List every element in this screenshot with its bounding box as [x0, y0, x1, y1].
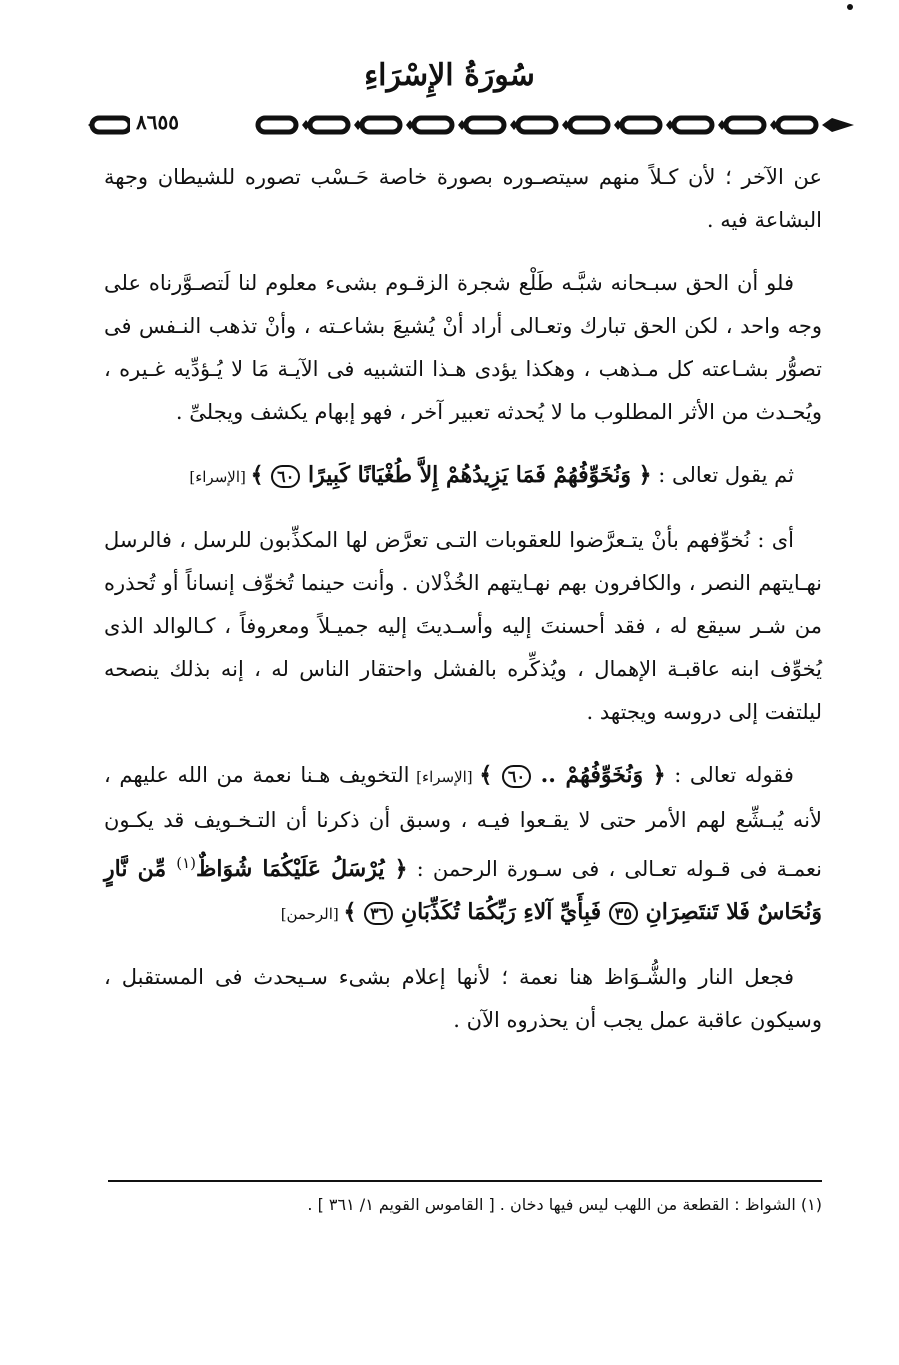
footnote: (١) الشواظ : القطعة من اللهب ليس فيها دخان . [ القاموس القويم ١/ ٣٦١ ] .: [307, 1195, 822, 1214]
body-text-run: عن الآخر ؛ لأن كـلاً منهم سيتصـوره بصورة خاصة حَـسْب تصوره للشيطان وجهة البشاعة فيه .: [104, 165, 822, 232]
commentary-text: [104, 156, 822, 1062]
footnote-divider: [108, 1180, 822, 1182]
verse-number: ٣٦: [364, 902, 393, 925]
body-text-run: التخويف هـنا نعمة من الله عليهم ، لأنه يُبـشِّع لهم الأمر حتى لا يقـعوا فيـه ، وسبق أن ذكرنا أن التـخـويف قد يكـون نعمـة فى قـوله تعـالى ، فى سـورة الرحمن :: [104, 763, 822, 881]
quran-verse: ﴿ وَنُخَوِّفُهُمْ فَمَا يَزِيدُهُمْ إِلاَّ طُغْيَانًا كَبِيرًا: [300, 462, 652, 488]
surah-title: سُورَةُ الإِسْرَاءِ: [364, 58, 535, 93]
body-text-run: ثم يقول تعالى :: [651, 463, 794, 487]
surah-reference: [الرحمن]: [280, 905, 344, 923]
quran-verse: ﴾: [250, 462, 272, 488]
quran-verse: مِّن نَّارٍ وَنُحَاسٌ فَلا تَنتَصِرَانِ: [104, 856, 822, 925]
paragraph-6: [104, 956, 822, 1042]
quran-verse: ﴾: [479, 762, 502, 788]
paragraph-4: [104, 519, 822, 734]
body-text-run: فلو أن الحق سبـحانه شبَّـه طَلْع شجرة الزقـوم بشىء معلوم لنا لَتصـوَّرناه على وجه واحد ، لكن الحق تبارك وتعـالى أراد أنْ يُشيعَ بشاعـته ، وأنْ تذهب النـفس فى تصوُّر بشـاعته كل مـذهب ، وهكذا يؤدى هـذا التشبيه فى الآيـة مَا لا يُـؤدِّيه غـيره ، ويُحـدث من الأثر المطلوب ما لا يُحدثه تعبير آخر ، فهو إبهام يكشف ويجلىِّ .: [104, 271, 822, 424]
body-text-run: أى : نُخوِّفهم بأنْ يتـعرَّضوا للعقوبات التـى تعرَّض لها المكذِّبون للرسل ، فالرسل نهـايتهم النصر ، والكافرون بهم نهـايتهم الخُذْلان . وأنت حينما تُخوِّف إنساناً أو تُحذره من شـر سيقع له ، فقد أحسنتَ إليه وأسـديتَ إليه جميـلاً ومعروفاً ، كـالوالد الذى يُخوِّف ابنه عاقبـة الإهمال ، ويُذكِّره بالفشل واحتقار الناس له ، إنه بذلك ينصحه ليلتفت إلى دروسه ويجتهد .: [104, 528, 822, 724]
verse-number: ٦٠: [271, 465, 300, 488]
surah-reference: [الإسراء]: [189, 468, 251, 486]
page-number: ٨٦٥٥: [130, 110, 185, 134]
quran-verse: ﴾: [343, 899, 365, 925]
verse-number: ٣٥: [609, 902, 638, 925]
paragraph-5: [104, 754, 822, 936]
quran-verse: ﴿ يُرْسَلُ عَلَيْكُمَا شُوَاظٌ: [196, 856, 408, 882]
body-text-run: فقوله تعالى :: [665, 763, 794, 787]
footnote-marker: (١): [176, 854, 197, 872]
header-ornament-border: [88, 114, 858, 136]
body-text-run: فجعل النار والشُّـوَاظ هنا نعمة ؛ لأنها إعلام بشىء سـيحدث فى المستقبل ، وسيكون عاقبة عمل يجب أن يحذروه الآن .: [104, 965, 822, 1032]
paragraph-3: [104, 454, 822, 499]
corner-dot: [847, 4, 853, 10]
verse-number: ٦٠: [502, 765, 531, 788]
surah-reference: [الإسراء]: [409, 768, 480, 786]
quran-verse: ﴿ وَنُخَوِّفُهُمْ ..: [531, 762, 666, 788]
paragraph-1: [104, 156, 822, 242]
paragraph-2: [104, 262, 822, 434]
quran-verse: فَبِأَيِّ آلاءِ رَبِّكُمَا تُكَذِّبَانِ: [393, 899, 609, 925]
